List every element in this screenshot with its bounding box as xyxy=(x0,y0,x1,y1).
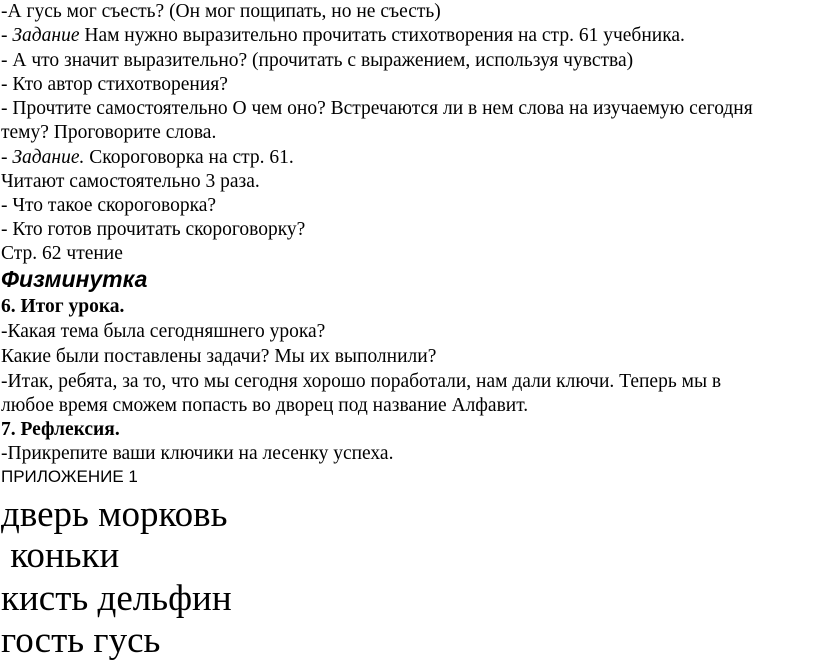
text-line-1: -А гусь мог съесть? (Он мог пощипать, но не съесть) xyxy=(1,1,441,22)
text-line-2 xyxy=(1,24,685,47)
text-line-7 xyxy=(1,146,294,169)
text-line-11: Стр. 62 чтение xyxy=(1,243,123,264)
dash-prefix: - xyxy=(1,147,13,168)
text-line-8: Читают самостоятельно 3 раза. xyxy=(1,171,260,192)
task-label: Задание xyxy=(12,25,80,46)
section-6-line-3: -Итак, ребята, за то, что мы сегодня хорошо поработали, нам дали ключи. Теперь мы в xyxy=(1,371,722,392)
task-text: Нам нужно выразительно прочитать стихотворения на стр. 61 учебника. xyxy=(79,25,685,46)
text-line-3: - А что значит выразительно? (прочитать с выражением, используя чувства) xyxy=(1,50,634,71)
word-row-1: дверь морковь xyxy=(1,494,228,535)
section-7-title: 7. Рефлексия. xyxy=(1,419,120,440)
task-text: Скороговорка на стр. 61. xyxy=(84,147,294,168)
word-row-2: коньки xyxy=(1,535,120,576)
task-label: Задание. xyxy=(12,147,85,168)
text-line-6: тему? Проговорите слова. xyxy=(1,122,217,143)
text-line-5: - Прочтите самостоятельно О чем оно? Встречаются ли в нем слова на изучаемую сегодня xyxy=(1,98,753,119)
text-line-10: - Кто готов прочитать скороговорку? xyxy=(1,219,306,240)
section-6-line-2: Какие были поставлены задачи? Мы их выполнили? xyxy=(1,346,437,367)
dash-prefix: - xyxy=(1,25,13,46)
word-row-4: гость гусь xyxy=(1,620,161,661)
text-line-4: - Кто автор стихотворения? xyxy=(1,74,228,95)
section-6-title: 6. Итог урока. xyxy=(1,296,125,317)
section-6-line-4: любое время сможем попасть во дворец под название Алфавит. xyxy=(1,395,529,416)
appendix-label: ПРИЛОЖЕНИЕ 1 xyxy=(1,467,138,486)
section-6-line-1: -Какая тема была сегодняшнего урока? xyxy=(1,321,326,342)
section-7-line: -Прикрепите ваши ключики на лесенку успеха. xyxy=(1,443,394,464)
fizminutka-heading: Физминутка xyxy=(1,266,148,292)
word-row-3: кисть дельфин xyxy=(1,578,232,619)
text-line-9: - Что такое скороговорка? xyxy=(1,195,217,216)
